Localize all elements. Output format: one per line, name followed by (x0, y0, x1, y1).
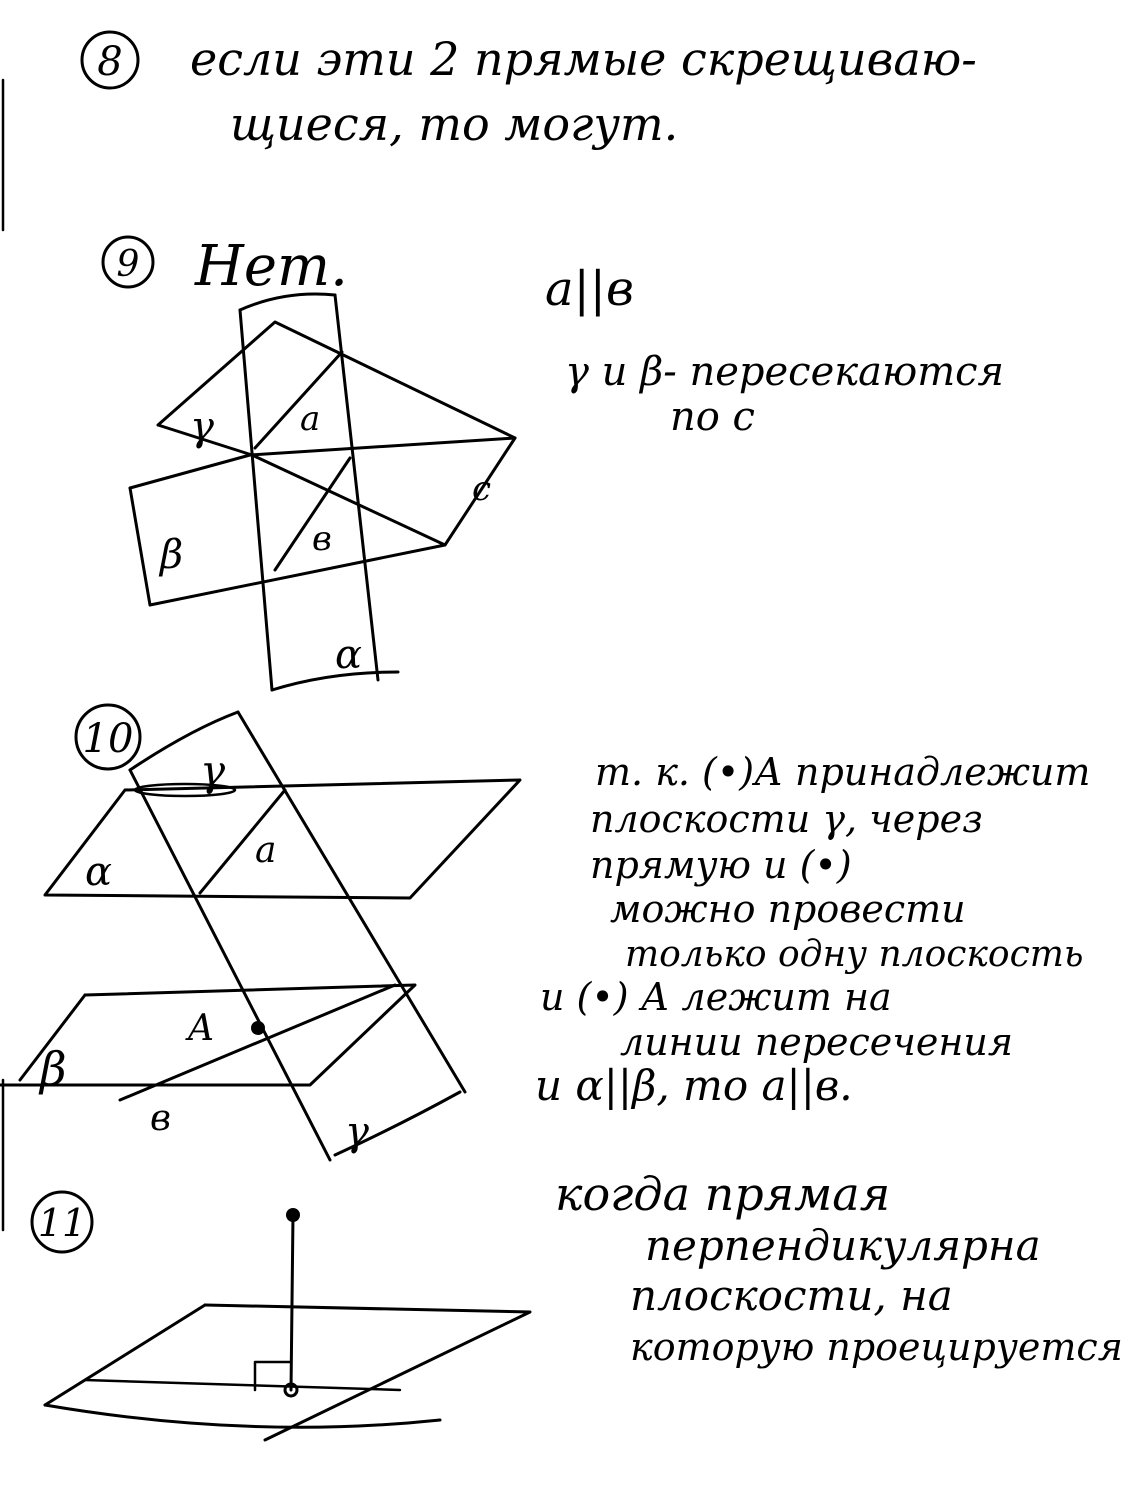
problem-11-line-4: которую проецируется (630, 1325, 1123, 1369)
problem-11 (32, 1167, 1123, 1440)
diagram-11 (45, 1208, 530, 1440)
problem-11-line-3: плоскости, на (630, 1271, 953, 1320)
perpendicular-line (291, 1215, 293, 1390)
label-alpha: α (85, 849, 113, 895)
problem-11-line-1: когда прямая (555, 1167, 891, 1221)
problem-number: 10 (82, 716, 134, 762)
label-b: в (150, 1098, 171, 1139)
label-b: в (312, 519, 332, 559)
label-gamma-bottom: γ (345, 1109, 369, 1155)
note-along-c: по с (670, 394, 755, 440)
problem-number: 11 (37, 1201, 87, 1245)
plane-left-edge (45, 1305, 205, 1405)
problem-9-answer: Нет. (195, 234, 348, 299)
label-a: a (255, 830, 277, 871)
line-a (255, 352, 342, 448)
problem-10 (0, 705, 1090, 1160)
point-A (251, 1021, 265, 1035)
problem-8-line-1: если эти 2 прямые скрещиваю- (190, 32, 977, 86)
label-gamma-top: γ (200, 746, 226, 795)
problem-8 (82, 32, 977, 151)
problem-number: 8 (97, 39, 123, 85)
problem-10-line-8: и α||β, то a||в. (535, 1061, 853, 1110)
problem-10-line-6: и (•) А лежит на (540, 975, 892, 1019)
plane-bottom-edge (45, 1405, 440, 1427)
problem-10-line-7: линии пересечения (620, 1020, 1014, 1064)
problem-10-line-4: можно провести (610, 887, 966, 931)
problem-8-line-2: щиеся, то могут. (230, 97, 679, 151)
plane-alpha (45, 780, 520, 898)
plane-beta-top (130, 438, 515, 488)
plane-alpha-left-edge (240, 310, 272, 690)
plane-beta-left (130, 488, 150, 605)
label-beta: β (40, 1042, 67, 1096)
plane-beta-bottom (150, 545, 445, 605)
problem-10-line-5: только одну плоскость (625, 934, 1084, 975)
label-a: a (300, 399, 321, 439)
diagram-9 (130, 294, 515, 690)
problem-10-line-1: т. к. (•)А принадлежит (595, 750, 1091, 794)
note-parallel: a||в (545, 261, 634, 317)
problem-9 (103, 234, 1004, 690)
label-alpha: α (335, 632, 363, 678)
problem-10-line-2: плоскости γ, через (590, 797, 983, 841)
problem-number: 9 (116, 244, 140, 285)
label-c: с (472, 469, 492, 509)
point-top (286, 1208, 300, 1222)
problem-10-line-3: прямую и (•) (590, 843, 852, 887)
projection-line (85, 1380, 400, 1390)
label-point-A: A (188, 1008, 214, 1049)
note-intersect: γ и β- пересекаются (565, 349, 1005, 395)
problem-11-line-2: перпендикулярна (645, 1221, 1041, 1270)
label-beta: β (160, 532, 184, 578)
label-gamma: γ (190, 404, 214, 450)
diagram-10 (0, 712, 520, 1160)
